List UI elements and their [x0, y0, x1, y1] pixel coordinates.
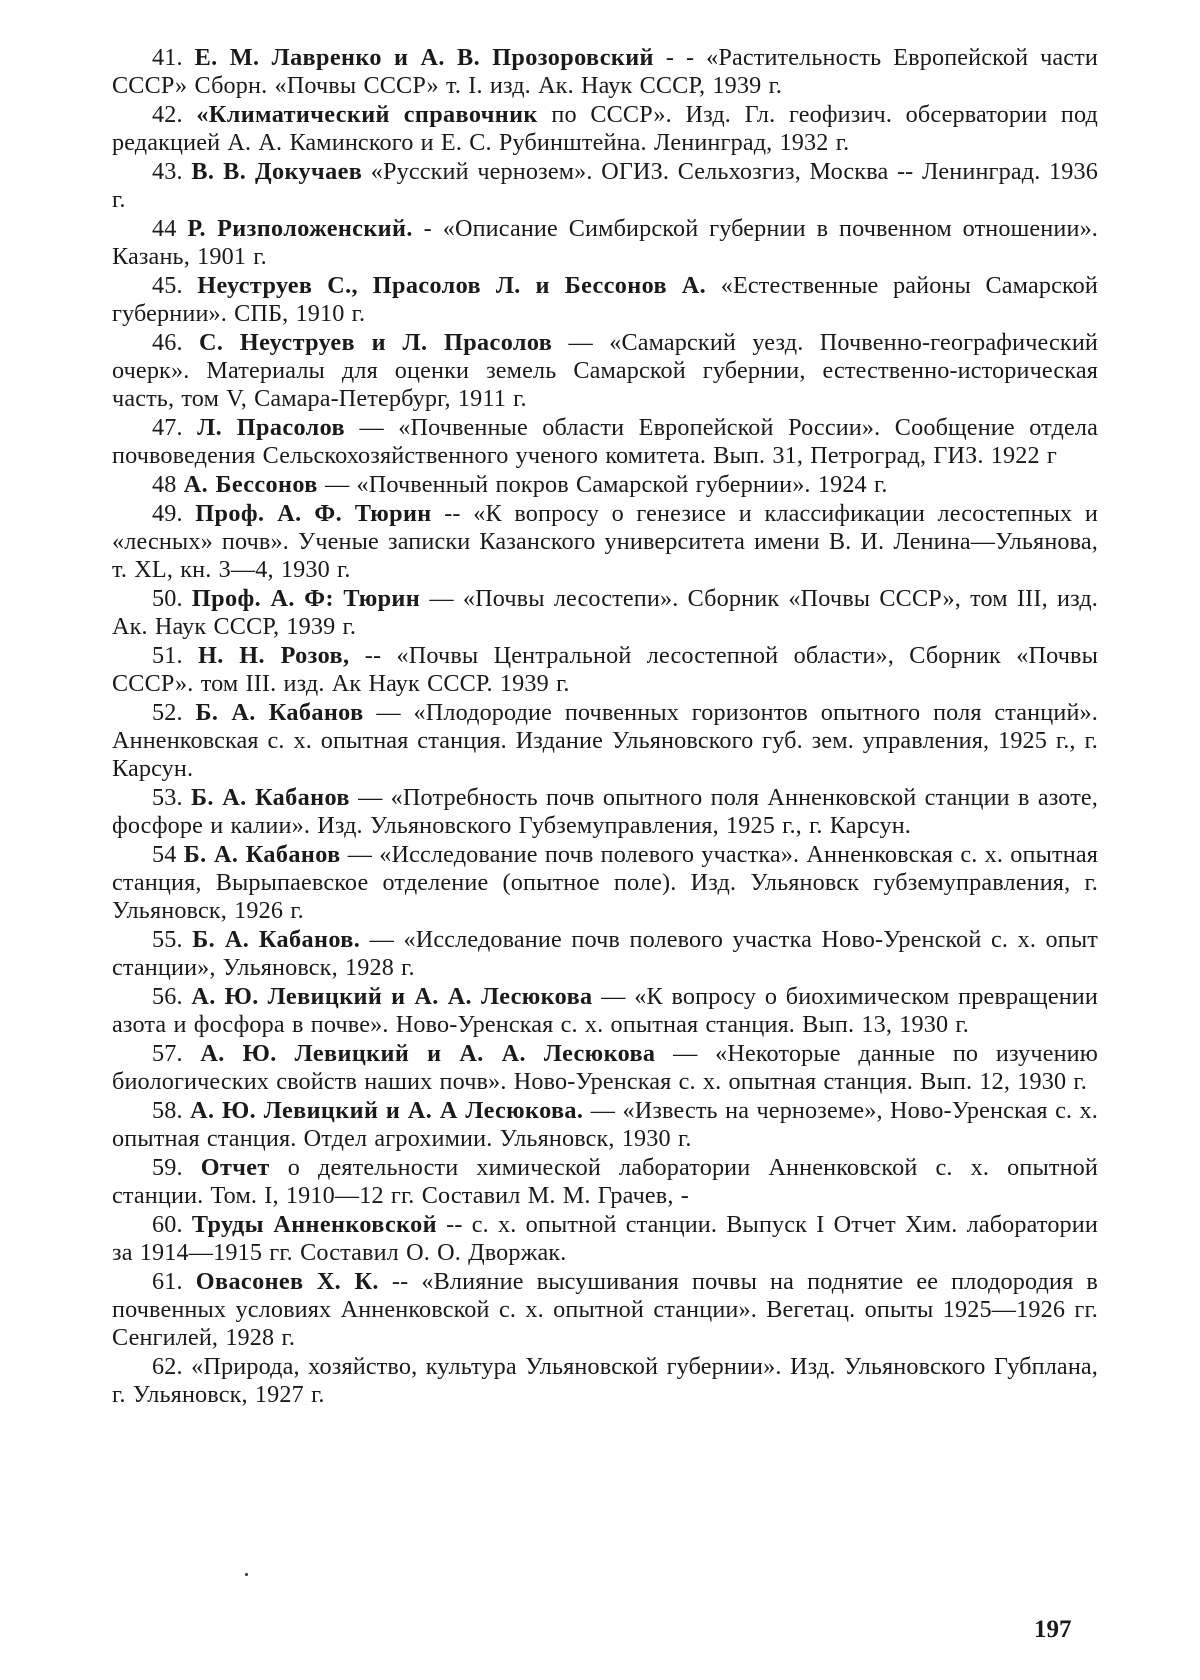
entry-number: 47.	[152, 414, 183, 441]
entry-number: 42.	[152, 101, 183, 128]
entry-author: Н. Н. Розов,	[198, 642, 350, 669]
entry-number: 55.	[152, 926, 183, 953]
entry-text: по СССР». Изд. Гл. геофизич. обсерватории под редакцией А. А. Каминского и Е. С. Рубинштейна. Ленинград, 1932 г.	[112, 101, 1098, 156]
entry-text: — «Некоторые данные по изучению биологических свойств наших почв». Ново-Уренская с. х. опытная станция. Вып. 12, 1930 г.	[112, 1040, 1098, 1095]
bibliography-entry-41	[112, 44, 1098, 100]
entry-text: — «Известь на черноземе», Ново-Уренская с. х. опытная станция. Отдел агрохимии. Ульяновск, 1930 г.	[112, 1097, 1098, 1152]
entry-number: 46.	[152, 329, 183, 356]
bibliography-entry-48	[112, 471, 1098, 499]
entry-author: Проф. А. Ф: Тюрин	[191, 585, 421, 612]
entry-number: 44	[152, 215, 177, 242]
bibliography-entry-42	[112, 101, 1098, 157]
entry-author: А. Бессонов	[183, 471, 318, 498]
bibliography-entry-44	[112, 215, 1098, 271]
bibliography-entry-59	[112, 1154, 1098, 1210]
entry-number: 53.	[152, 784, 183, 811]
entry-number: 56.	[152, 983, 183, 1010]
bibliography-list	[112, 44, 1098, 1410]
entry-author: А. Ю. Левицкий и А. А. Лесюкова	[191, 983, 593, 1010]
entry-author: Овасонев Х. К.	[195, 1268, 379, 1295]
entry-author: Б. А. Кабанов	[190, 784, 350, 811]
bibliography-entry-60	[112, 1211, 1098, 1267]
entry-text: «Природа, хозяйство, культура Ульяновской губернии». Изд. Ульяновского Губплана, г. Ульяновск, 1927 г.	[112, 1353, 1098, 1408]
entry-author: Е. М. Лавренко и А. В. Прозоровский	[194, 44, 654, 71]
bibliography-entry-43	[112, 158, 1098, 214]
entry-number: 54	[152, 841, 177, 868]
entry-number: 43.	[152, 158, 183, 185]
bibliography-entry-56	[112, 983, 1098, 1039]
print-speck	[245, 1573, 248, 1576]
bibliography-entry-53	[112, 784, 1098, 840]
entry-number: 41.	[152, 44, 183, 71]
entry-number: 51.	[152, 642, 183, 669]
entry-author: Труды Анненковской	[191, 1211, 437, 1238]
entry-text: - «Описание Симбирской губернии в почвенном отношении». Казань, 1901 г.	[112, 215, 1099, 270]
entry-author: Б. А. Кабанов	[183, 841, 341, 868]
entry-text: «Естественные районы Самарской губернии». СПБ, 1910 г.	[112, 272, 1098, 327]
entry-number: 59.	[152, 1154, 183, 1181]
entry-author: А. Ю. Левицкий и А. А. Лесюкова	[200, 1040, 656, 1067]
entry-author: Проф. А. Ф. Тюрин	[195, 500, 432, 527]
bibliography-entry-52	[112, 699, 1098, 783]
entry-text: — «Плодородие почвенных горизонтов опытного поля станций». Анненковская с. х. опытная станция. Издание Ульяновского губ. зем. управления, 1925 г., г. Карсун.	[112, 699, 1098, 782]
bibliography-entry-46	[112, 329, 1098, 413]
entry-text: «Русский чернозем». ОГИЗ. Сельхозгиз, Москва -- Ленинград. 1936 г.	[112, 158, 1098, 213]
entry-text: -- с. х. опытной станции. Выпуск I Отчет Хим. лаборатории за 1914—1915 гг. Составил О. О. Дворжак.	[112, 1211, 1098, 1266]
bibliography-entry-57	[112, 1040, 1098, 1096]
entry-number: 49.	[152, 500, 183, 527]
entry-author: А. Ю. Левицкий и А. А Лесюкова.	[190, 1097, 584, 1124]
bibliography-entry-51	[112, 642, 1098, 698]
bibliography-entry-62	[112, 1353, 1098, 1409]
entry-text: о деятельности химической лаборатории Анненковской с. х. опытной станции. Том. I, 1910—12 гг. Составил М. М. Грачев, -	[112, 1154, 1099, 1209]
bibliography-entry-49	[112, 500, 1098, 584]
entry-number: 45.	[152, 272, 183, 299]
entry-author: Б. А. Кабанов	[195, 699, 364, 726]
entry-text: — «Почвы лесостепи». Сборник «Почвы СССР», том III, изд. Ак. Наук СССР, 1939 г.	[112, 585, 1098, 640]
entry-author: Отчет	[200, 1154, 270, 1181]
bibliography-entry-55	[112, 926, 1098, 982]
entry-number: 61.	[152, 1268, 183, 1295]
entry-author: Неуструев С., Прасолов Л. и Бессонов А.	[197, 272, 707, 299]
entry-number: 58.	[152, 1097, 183, 1124]
entry-author: Р. Ризположенский.	[187, 215, 413, 242]
entry-number: 48	[152, 471, 177, 498]
page-number: 197	[1034, 1616, 1072, 1643]
entry-author: Л. Прасолов	[197, 414, 345, 441]
entry-number: 60.	[152, 1211, 183, 1238]
bibliography-entry-54	[112, 841, 1098, 925]
entry-text: — «Исследование почв полевого участка Ново-Уренской с. х. опыт станции», Ульяновск, 1928 г.	[112, 926, 1098, 981]
entry-text: — «К вопросу о биохимическом превращении азота и фосфора в почве». Ново-Уренская с. х. опытная станция. Вып. 13, 1930 г.	[112, 983, 1098, 1038]
entry-text: - - «Растительность Европейской части СССР» Сборн. «Почвы СССР» т. I. изд. Ак. Наук СССР, 1939 г.	[112, 44, 1098, 99]
entry-text: -- «Влияние высушивания почвы на поднятие ее плодородия в почвенных условиях Анненковской с. х. опытной станции». Вегетац. опыты 1925—1926 гг. Сенгилей, 1928 г.	[112, 1268, 1098, 1351]
entry-text: -- «Почвы Центральной лесостепной области», Сборник «Почвы СССР». том III. изд. Ак Наук СССР. 1939 г.	[112, 642, 1098, 697]
bibliography-entry-45	[112, 272, 1098, 328]
entry-text: — «Самарский уезд. Почвенно-географический очерк». Материалы для оценки земель Самарской губернии, естественно-историческая часть, том V, Самара-Петербург, 1911 г.	[112, 329, 1099, 412]
entry-number: 52.	[152, 699, 183, 726]
bibliography-entry-47	[112, 414, 1098, 470]
entry-text: — «Почвенные области Европейской России». Сообщение отдела почвоведения Сельскохозяйственного ученого комитета. Вып. 31, Петроград, ГИЗ. 1922 г	[112, 414, 1099, 469]
entry-author: С. Неуструев и Л. Прасолов	[199, 329, 553, 356]
bibliography-entry-50	[112, 585, 1098, 641]
bibliography-entry-58	[112, 1097, 1098, 1153]
entry-author: Б. А. Кабанов.	[192, 926, 361, 953]
entry-text: -- «К вопросу о генезисе и классификации лесостепных и «лесных» почв». Ученые записки Казанского университета имени В. И. Ленина—Ульянова, т. XL, кн. 3—4, 1930 г.	[112, 500, 1098, 583]
entry-text: — «Потребность почв опытного поля Анненковской станции в азоте, фосфоре и калии». Изд. Ульяновского Губземуправления, 1925 г., г. Карсун.	[112, 784, 1099, 839]
entry-number: 62.	[152, 1353, 183, 1380]
entry-number: 57.	[152, 1040, 183, 1067]
bibliography-entry-61	[112, 1268, 1098, 1352]
entry-text: — «Почвенный покров Самарской губернии». 1924 г.	[317, 471, 888, 498]
entry-author: В. В. Докучаев	[191, 158, 363, 185]
entry-author: «Климатический справочник	[196, 101, 538, 128]
entry-number: 50.	[152, 585, 183, 612]
entry-text: — «Исследование почв полевого участка». Анненковская с. х. опытная станция, Вырыпаевское отделение (опытное поле). Изд. Ульяновск губземуправления, г. Ульяновск, 1926 г.	[112, 841, 1098, 924]
